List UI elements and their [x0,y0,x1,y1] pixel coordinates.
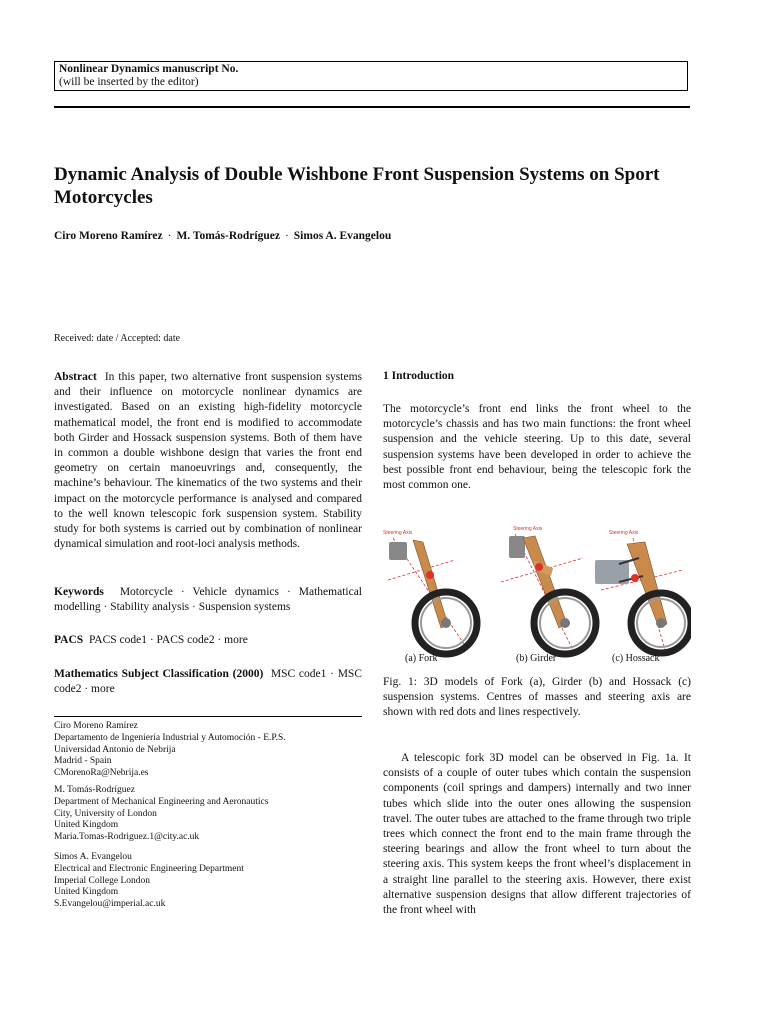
affiliation-3 [54,852,362,911]
keywords [54,585,362,615]
header-rule [54,106,690,108]
subcaption-fork: (a) Fork [405,653,438,664]
affiliation-dept: Departamento de Ingeniería Industrial y Automoción - E.P.S. [54,732,286,743]
subcaption-girder: (b) Girder [516,653,557,664]
affiliation-dept: Electrical and Electronic Engineering Department [54,863,244,874]
manuscript-line-1: Nonlinear Dynamics manuscript No. [59,63,239,75]
steering-axis-label: Steering Axis [609,530,639,536]
affiliation-location: United Kingdom [54,820,119,831]
intro-paragraph-2: A telescopic fork 3D model can be observed in Fig. 1a. It consists of a couple of outer tubes which contain the suspension components (coil springs and dampers) internally and two inner tubes which slide into the outer ones allowing the suspension travel. The outer tubes are attached to the frame through two triple trees which connect the front end to the main frame through the steering bearings and allow the front wheel to turn about the steering axis. This system keeps the front wheel’s displacement in a straight line parallel to the steering axis. However, there exist alternative suspension designs that allow different trajectories of the front wheel with [383,752,691,917]
affiliation-1 [54,721,362,780]
manuscript-box [54,61,688,91]
steering-axis-label: Steering Axis [383,530,413,536]
affiliation-dept: Department of Mechanical Engineering and Aeronautics [54,796,269,807]
author-separator: · [167,230,172,242]
paper-title: Dynamic Analysis of Double Wishbone Front Suspension Systems on Sport Motorcycles [54,164,660,208]
author-name: M. Tomás-Rodríguez [176,230,280,242]
pacs-text: PACS code1 · PACS code2 · more [88,634,248,646]
affiliation-email: Maria.Tomas-Rodriguez.1@city.ac.uk [54,832,200,843]
figure-1 [383,520,691,670]
hossack-figure [595,530,691,653]
figure-caption: Fig. 1: 3D models of Fork (a), Girder (b) and Hossack (c) suspension systems. Centres of masses and steering axis are shown with red dots and lines respectively. [383,676,691,719]
author-name: Simos A. Evangelou [293,230,392,242]
intro-paragraph-1: The motorcycle’s front end links the front wheel to the motorcycle’s chassis and has two main functions: the front wheel suspension and the vehicle steering. Up to this date, several suspension systems have been developed in order to achieve the best possible front end behaviour, being the telescopic fork the most common one. [383,403,691,492]
pacs [54,633,362,648]
pacs-label: PACS [54,634,84,646]
abstract-text: In this paper, two alternative front suspension systems and their influence on motorcycle nonlinear dynamics are investigated. Based on an existing high-fidelity motorcycle mathematical model, the front end is modified to accommodate both Girder and Hossack suspension systems. Both of them have in common a double wishbone design that varies the front end geometry on certain manoeuvrings and, consequently, the machine’s behaviour. The kinematics of the two systems and their impact on the motorcycle performance is analysed and compared to the well known telescopic fork suspension system. Stability study for both systems is carried out by combination of nonlinear dynamical simulation and root-loci analysis methods. [54,371,362,551]
msc-label: Mathematics Subject Classification (2000) [54,668,264,680]
affiliation-institution: City, University of London [54,808,157,819]
msc [54,667,362,697]
subcaption-hossack: (c) Hossack [612,653,660,664]
manuscript-line-2: (will be inserted by the editor) [59,76,199,88]
affiliation-location: United Kingdom [54,887,119,898]
footnote-rule [54,716,362,717]
keywords-text: Motorcycle · Vehicle dynamics · Mathematical modelling · Stability analysis · Suspension systems [54,586,362,614]
author-name: Ciro Moreno Ramírez [54,230,163,242]
fork-figure [383,530,477,654]
steering-axis-label: Steering Axis [513,526,543,532]
section-heading: 1 Introduction [383,370,455,382]
affiliation-email: S.Evangelou@imperial.ac.uk [54,899,166,910]
abstract [54,370,362,552]
affiliation-name: Ciro Moreno Ramírez [54,721,138,731]
abstract-label: Abstract [54,371,97,383]
author-separator: · [284,230,289,242]
msc-text: MSC code1 · MSC code2 · more [54,668,362,696]
affiliation-email: CMorenoRa@Nebrija.es [54,768,149,779]
keywords-label: Keywords [54,586,104,598]
affiliation-name: M. Tomás-Rodríguez [54,785,135,795]
affiliation-name: Simos A. Evangelou [54,852,132,862]
girder-figure [501,526,596,654]
received-line: Received: date / Accepted: date [54,333,181,344]
affiliation-2 [54,785,362,844]
author-list [54,230,391,242]
affiliation-location: Madrid - Spain [54,756,112,767]
affiliation-institution: Universidad Antonio de Nebrija [54,744,176,755]
affiliation-institution: Imperial College London [54,875,151,886]
